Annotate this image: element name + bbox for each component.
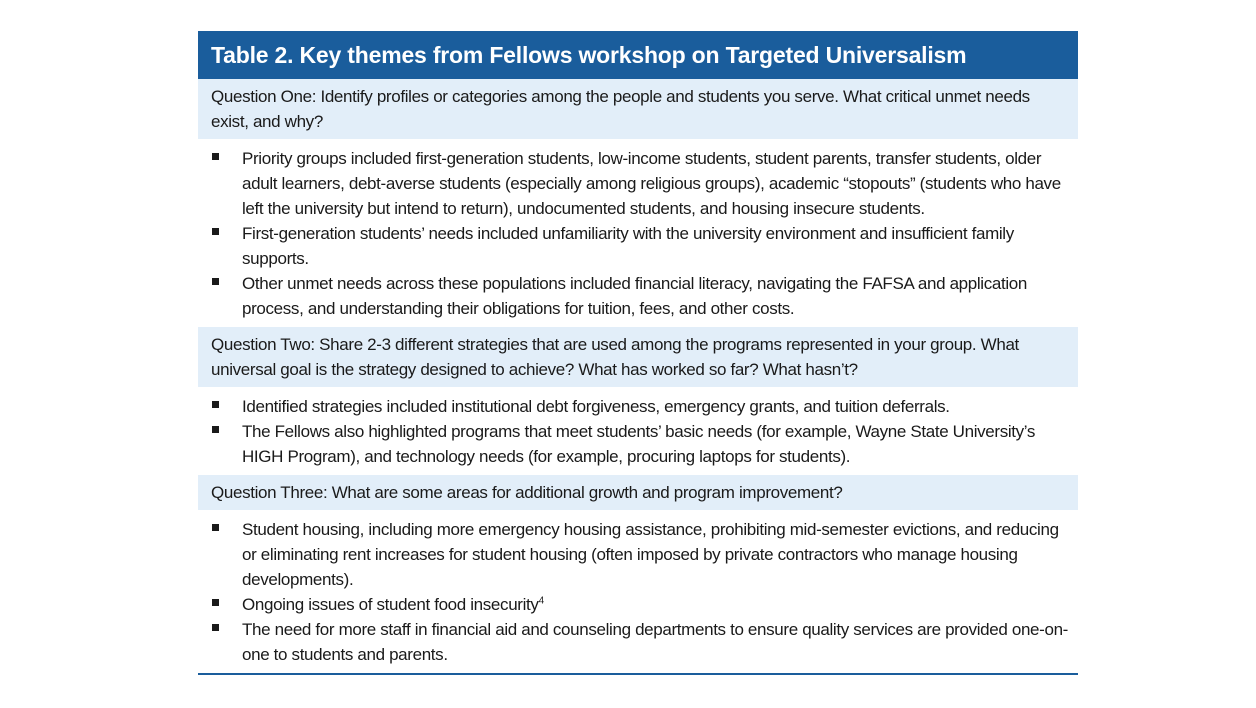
question-two-answers [198,387,1078,475]
list-item-text: Ongoing issues of student food insecurity [242,595,539,614]
list-item [211,592,1070,617]
question-three-answers [198,510,1078,673]
list-item [211,394,1070,419]
footnote-ref: 4 [538,595,544,607]
square-bullet-icon [212,426,219,433]
list-item [211,517,1070,592]
list-item-text: First-generation students’ needs included unfamiliarity with the university environment and insufficient family supports. [242,224,1014,268]
list-item-text: Other unmet needs across these populations included financial literacy, navigating the FAFSA and application process, and understanding their obligations for tuition, fees, and other costs. [242,274,1027,318]
list-item-text: Student housing, including more emergency housing assistance, prohibiting mid-semester evictions, and reducing or eliminating rent increases for student housing (often imposed by private contractors who manage housing developments). [242,520,1059,589]
list-item [211,419,1070,469]
list-item-text: Identified strategies included institutional debt forgiveness, emergency grants, and tuition deferrals. [242,397,950,416]
square-bullet-icon [212,278,219,285]
square-bullet-icon [212,401,219,408]
list-item [211,617,1070,667]
list-item [211,221,1070,271]
question-two: Question Two: Share 2-3 different strategies that are used among the programs represented in your group. What universal goal is the strategy designed to achieve? What has worked so far? What hasn’t? [198,327,1078,387]
themes-table [198,31,1078,675]
question-one-answers [198,139,1078,327]
question-one: Question One: Identify profiles or categories among the people and students you serve. What critical unmet needs exist, and why? [198,79,1078,139]
square-bullet-icon [212,153,219,160]
list-item [211,146,1070,221]
square-bullet-icon [212,624,219,631]
list-item [211,271,1070,321]
square-bullet-icon [212,228,219,235]
list-item-text: The Fellows also highlighted programs that meet students’ basic needs (for example, Wayne State University’s HIGH Program), and technology needs (for example, procuring laptops for students). [242,422,1036,466]
table-title: Table 2. Key themes from Fellows workshop on Targeted Universalism [198,31,1078,79]
square-bullet-icon [212,524,219,531]
square-bullet-icon [212,599,219,606]
list-item-text: The need for more staff in financial aid and counseling departments to ensure quality services are provided one-on-one to students and parents. [242,620,1068,664]
question-three: Question Three: What are some areas for additional growth and program improvement? [198,475,1078,510]
list-item-text: Priority groups included first-generation students, low-income students, student parents, transfer students, older adult learners, debt-averse students (especially among religious groups), academic “stopouts” (students who have left the university but intend to return), undocumented students, and housing insecure students. [242,149,1061,218]
